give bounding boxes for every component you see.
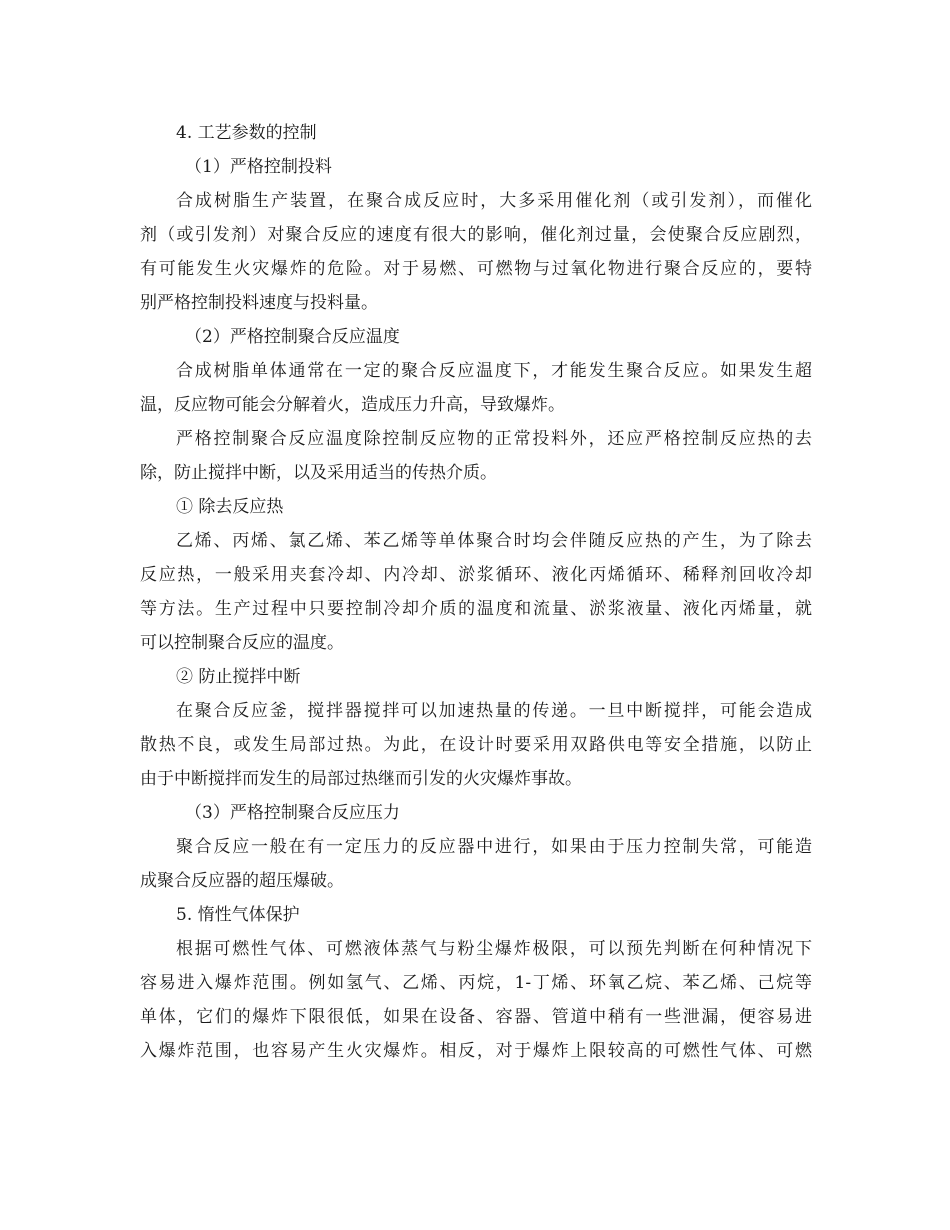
paragraph-line: 别严格控制投料速度与投料量。 <box>140 293 378 313</box>
paragraph-line: 除，防止搅拌中断，以及采用适当的传热介质。 <box>140 463 497 483</box>
paragraph-line: 容易进入爆炸范围。例如氢气、乙烯、丙烷，1-丁烯、环氧乙烷、苯乙烯、己烷等 <box>140 973 812 993</box>
paragraph-line: 单体，它们的爆炸下限很低，如果在设备、容器、管道中稍有一些泄漏，便容易进 <box>140 1007 812 1027</box>
paragraph-line: 成聚合反应器的超压爆破。 <box>140 871 344 891</box>
section-heading-inert-gas: 5. 惰性气体保护 <box>176 905 300 925</box>
paragraph-line: 可以控制聚合反应的温度。 <box>140 633 344 653</box>
paragraph-line: 等方法。生产过程中只要控制冷却介质的温度和流量、淤浆液量、液化丙烯量，就 <box>140 599 812 619</box>
subheading-pressure-control: （3）严格控制聚合反应压力 <box>185 803 400 823</box>
paragraph-line: 乙烯、丙烯、氯乙烯、苯乙烯等单体聚合时均会伴随反应热的产生，为了除去 <box>176 531 812 551</box>
paragraph-line: 由于中断搅拌而发生的局部过热继而引发的火灾爆炸事故。 <box>140 769 582 789</box>
paragraph-line: 严格控制聚合反应温度除控制反应物的正常投料外，还应严格控制反应热的去 <box>176 429 812 449</box>
paragraph-line: 反应热，一般采用夹套冷却、内冷却、淤浆循环、液化丙烯循环、稀释剂回收冷却 <box>140 565 812 585</box>
paragraph-line: 根据可燃性气体、可燃液体蒸气与粉尘爆炸极限，可以预先判断在何种情况下 <box>176 939 812 959</box>
paragraph-line: 聚合反应一般在有一定压力的反应器中进行，如果由于压力控制失常，可能造 <box>176 837 812 857</box>
paragraph-line: 散热不良，或发生局部过热。为此，在设计时要采用双路供电等安全措施，以防止 <box>140 735 812 755</box>
paragraph-line: 合成树脂单体通常在一定的聚合反应温度下，才能发生聚合反应。如果发生超 <box>176 361 812 381</box>
paragraph-line: 温，反应物可能会分解着火，造成压力升高，导致爆炸。 <box>140 395 565 415</box>
subheading-prevent-stirring-stop: ② 防止搅拌中断 <box>176 667 301 687</box>
subheading-feed-control: （1）严格控制投料 <box>185 157 332 177</box>
subheading-temperature-control: （2）严格控制聚合反应温度 <box>185 327 400 347</box>
paragraph-line: 合成树脂生产装置，在聚合成反应时，大多采用催化剂（或引发剂），而催化 <box>176 191 812 211</box>
paragraph-line: 入爆炸范围，也容易产生火灾爆炸。相反，对于爆炸上限较高的可燃性气体、可燃 <box>140 1041 812 1061</box>
section-heading-process-parameters: 4. 工艺参数的控制 <box>176 123 317 143</box>
paragraph-line: 有可能发生火灾爆炸的危险。对于易燃、可燃物与过氧化物进行聚合反应的，要特 <box>140 259 812 279</box>
paragraph-line: 剂（或引发剂）对聚合反应的速度有很大的影响，催化剂过量，会使聚合反应剧烈， <box>140 225 812 245</box>
paragraph-line: 在聚合反应釜，搅拌器搅拌可以加速热量的传递。一旦中断搅拌，可能会造成 <box>176 701 812 721</box>
document-page <box>140 116 812 1068</box>
subheading-remove-reaction-heat: ① 除去反应热 <box>176 497 284 517</box>
